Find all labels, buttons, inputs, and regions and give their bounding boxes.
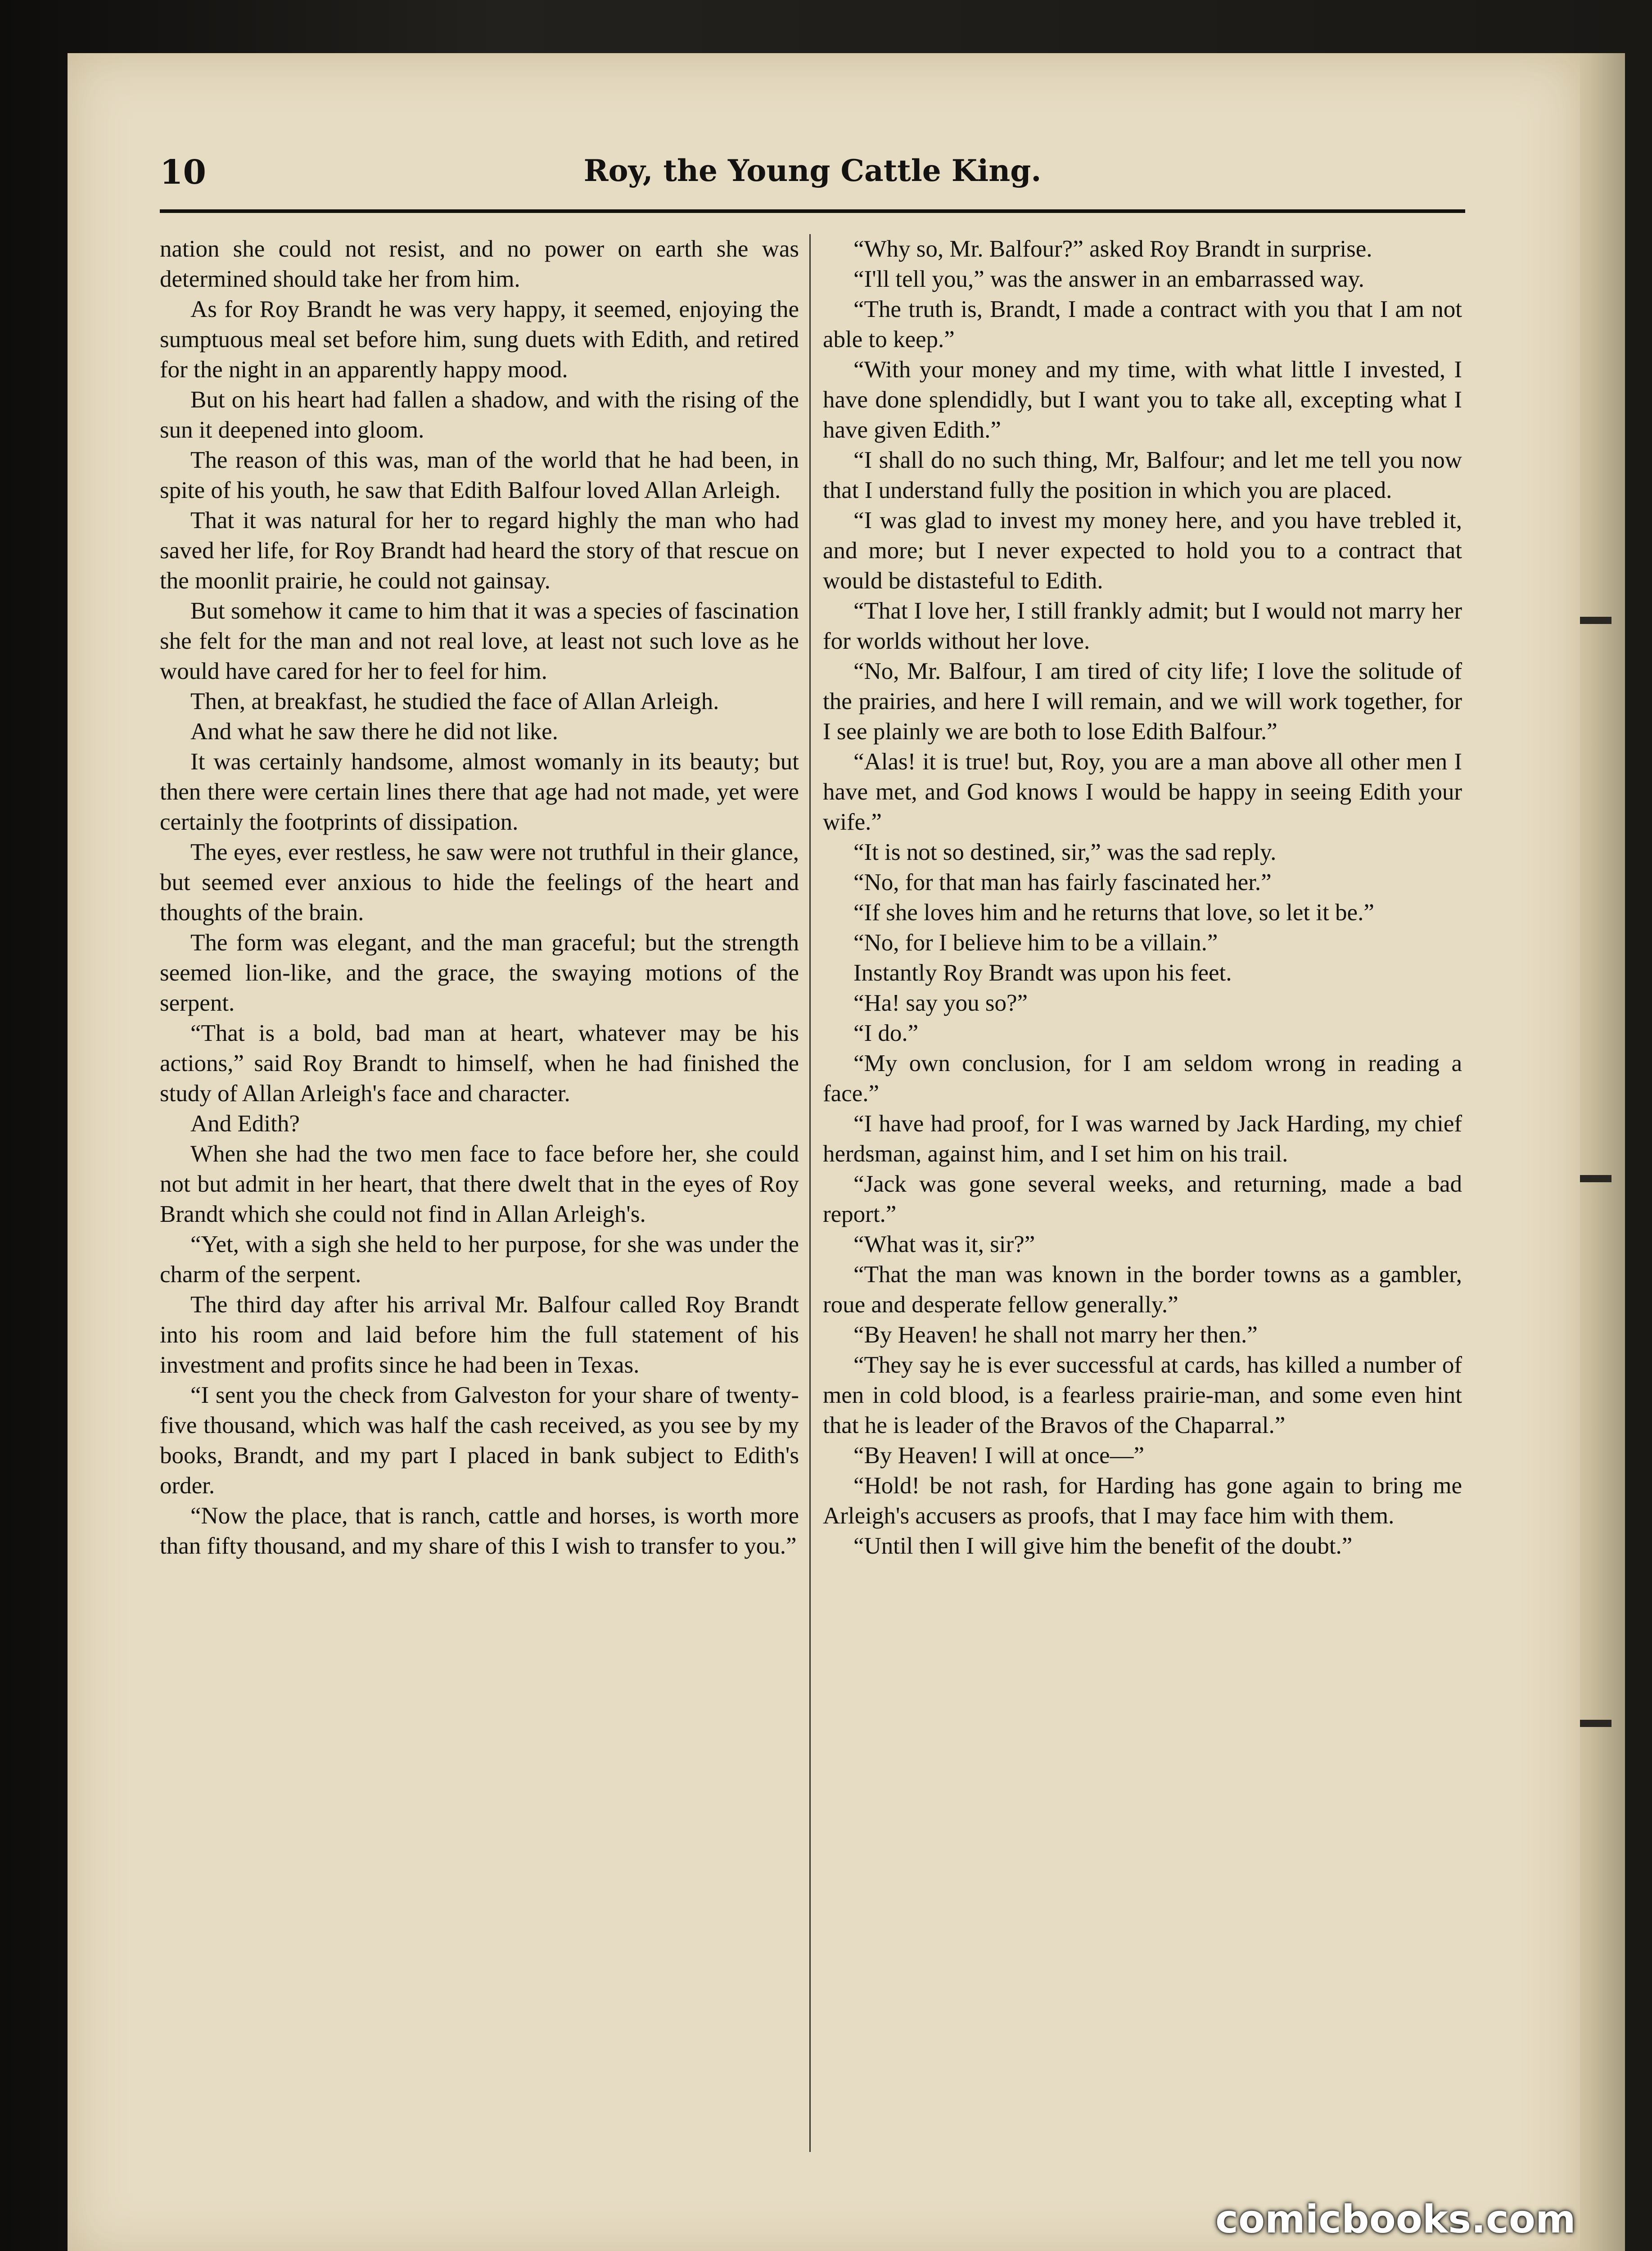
paragraph: “I'll tell you,” was the answer in an embarrassed way. <box>853 266 1364 292</box>
watermark: comicbooks.com <box>1215 2197 1576 2242</box>
paragraph: “It is not so destined, sir,” was the sad reply. <box>853 839 1277 865</box>
paragraph: “I shall do no such thing, Mr, Balfour; and let me tell you now that I understand fully the position in which you are placed. <box>823 447 1462 503</box>
paragraph: “With your money and my time, with what little I invested, I have done splendidly, but I want you to take all, excepting what I have given Edith.” <box>823 357 1462 443</box>
paragraph: And Edith? <box>190 1111 300 1137</box>
paragraph: “I have had proof, for I was warned by Jack Harding, my chief herdsman, against him, and I set him on his trail. <box>823 1111 1462 1167</box>
paragraph: “I sent you the check from Galveston for your share of twenty-five thousand, which was half the cash received, as you see by my books, Brandt, and my part I placed in bank subject to Edith's order. <box>160 1382 799 1499</box>
paragraph: It was certainly handsome, almost womanly in its beauty; but then there were certain lines there that age had not made, yet were certainly the footprints of dissipation. <box>160 749 799 835</box>
page-header <box>160 153 1465 198</box>
paragraph: The reason of this was, man of the world that he had been, in spite of his youth, he saw that Edith Balfour loved Allan Arleigh. <box>160 447 799 503</box>
column-divider <box>809 234 811 2152</box>
paragraph: “My own conclusion, for I am seldom wrong in reading a face.” <box>823 1050 1462 1107</box>
paragraph: “Why so, Mr. Balfour?” asked Roy Brandt in surprise. <box>853 236 1372 262</box>
paragraph: Then, at breakfast, he studied the face of Allan Arleigh. <box>190 688 719 714</box>
paragraph: As for Roy Brandt he was very happy, it seemed, enjoying the sumptuous meal set before him, sung duets with Edith, and retired for the night in an apparently happy mood. <box>160 296 799 383</box>
paragraph: The form was elegant, and the man graceful; but the strength seemed lion-like, and the grace, the swaying motions of the serpent. <box>160 930 799 1016</box>
paragraph: “No, for I believe him to be a villain.” <box>853 930 1218 956</box>
paragraph: “No, Mr. Balfour, I am tired of city life; I love the solitude of the prairies, and here I will remain, and we will work together, for I see plainly we are both to lose Edith Balfour.” <box>823 658 1462 745</box>
page-number: 10 <box>160 153 206 192</box>
header-rule <box>160 209 1465 213</box>
paragraph: The eyes, ever restless, he saw were not truthful in their glance, but seemed ever anxious to hide the feelings of the heart and thoughts of the brain. <box>160 839 799 926</box>
paragraph: “Jack was gone several weeks, and returning, made a bad report.” <box>823 1171 1462 1227</box>
paragraph: “I do.” <box>853 1020 919 1046</box>
running-title: Roy, the Young Cattle King. <box>583 153 1042 188</box>
paragraph: “Hold! be not rash, for Harding has gone again to bring me Arleigh's accusers as proofs, that I may face him with them. <box>823 1473 1462 1529</box>
paragraph: Instantly Roy Brandt was upon his feet. <box>853 960 1232 986</box>
paragraph: “Until then I will give him the benefit of the doubt.” <box>853 1533 1353 1559</box>
paragraph: “If she loves him and he returns that love, so let it be.” <box>853 899 1374 926</box>
paragraph: “Ha! say you so?” <box>853 990 1028 1016</box>
paragraph: “By Heaven! I will at once—” <box>853 1442 1145 1469</box>
paragraph: “By Heaven! he shall not marry her then.” <box>853 1322 1258 1348</box>
paragraph: “That I love her, I still frankly admit; but I would not marry her for worlds without her love. <box>823 598 1462 654</box>
paragraph: “No, for that man has fairly fascinated her.” <box>853 869 1272 895</box>
paragraph: “Now the place, that is ranch, cattle and horses, is worth more than fifty thousand, and my share of this I wish to transfer to you.” <box>160 1503 799 1559</box>
paragraph: That it was natural for her to regard highly the man who had saved her life, for Roy Brandt had heard the story of that rescue on the moonlit prairie, he could not gainsay. <box>160 507 799 594</box>
paragraph: “The truth is, Brandt, I made a contract with you that I am not able to keep.” <box>823 296 1462 353</box>
paragraph: “They say he is ever successful at cards, has killed a number of men in cold blood, is a fearless prairie-man, and some even hint that he is leader of the Bravos of the Chaparral.” <box>823 1352 1462 1438</box>
paragraph: “What was it, sir?” <box>853 1231 1035 1257</box>
right-column <box>823 234 1462 2170</box>
paragraph: “That the man was known in the border towns as a gambler, roue and desperate fellow generally.” <box>823 1261 1462 1318</box>
paragraph: “That is a bold, bad man at heart, whatever may be his actions,” said Roy Brandt to himself, when he had finished the study of Allan Arleigh's face and character. <box>160 1020 799 1107</box>
left-column <box>160 234 799 2170</box>
paragraph: “I was glad to invest my money here, and you have trebled it, and more; but I never expected to hold you to a contract that would be distasteful to Edith. <box>823 507 1462 594</box>
paragraph: “Alas! it is true! but, Roy, you are a man above all other men I have met, and God knows I would be happy in seeing Edith your wife.” <box>823 749 1462 835</box>
paragraph: And what he saw there he did not like. <box>190 719 558 745</box>
paragraph: When she had the two men face to face before her, she could not but admit in her heart, that there dwelt that in the eyes of Roy Brandt which she could not find in Allan Arleigh's. <box>160 1141 799 1227</box>
paragraph: “Yet, with a sigh she held to her purpose, for she was under the charm of the serpent. <box>160 1231 799 1288</box>
paragraph: But on his heart had fallen a shadow, and with the rising of the sun it deepened into gloom. <box>160 387 799 443</box>
paragraph: But somehow it came to him that it was a species of fascination she felt for the man and not real love, at least not such love as he would have cared for her to feel for him. <box>160 598 799 684</box>
paragraph: The third day after his arrival Mr. Balfour called Roy Brandt into his room and laid before him the full statement of his investment and profits since he had been in Texas. <box>160 1292 799 1378</box>
paragraph: nation she could not resist, and no power on earth she was determined should take her from him. <box>160 236 799 292</box>
